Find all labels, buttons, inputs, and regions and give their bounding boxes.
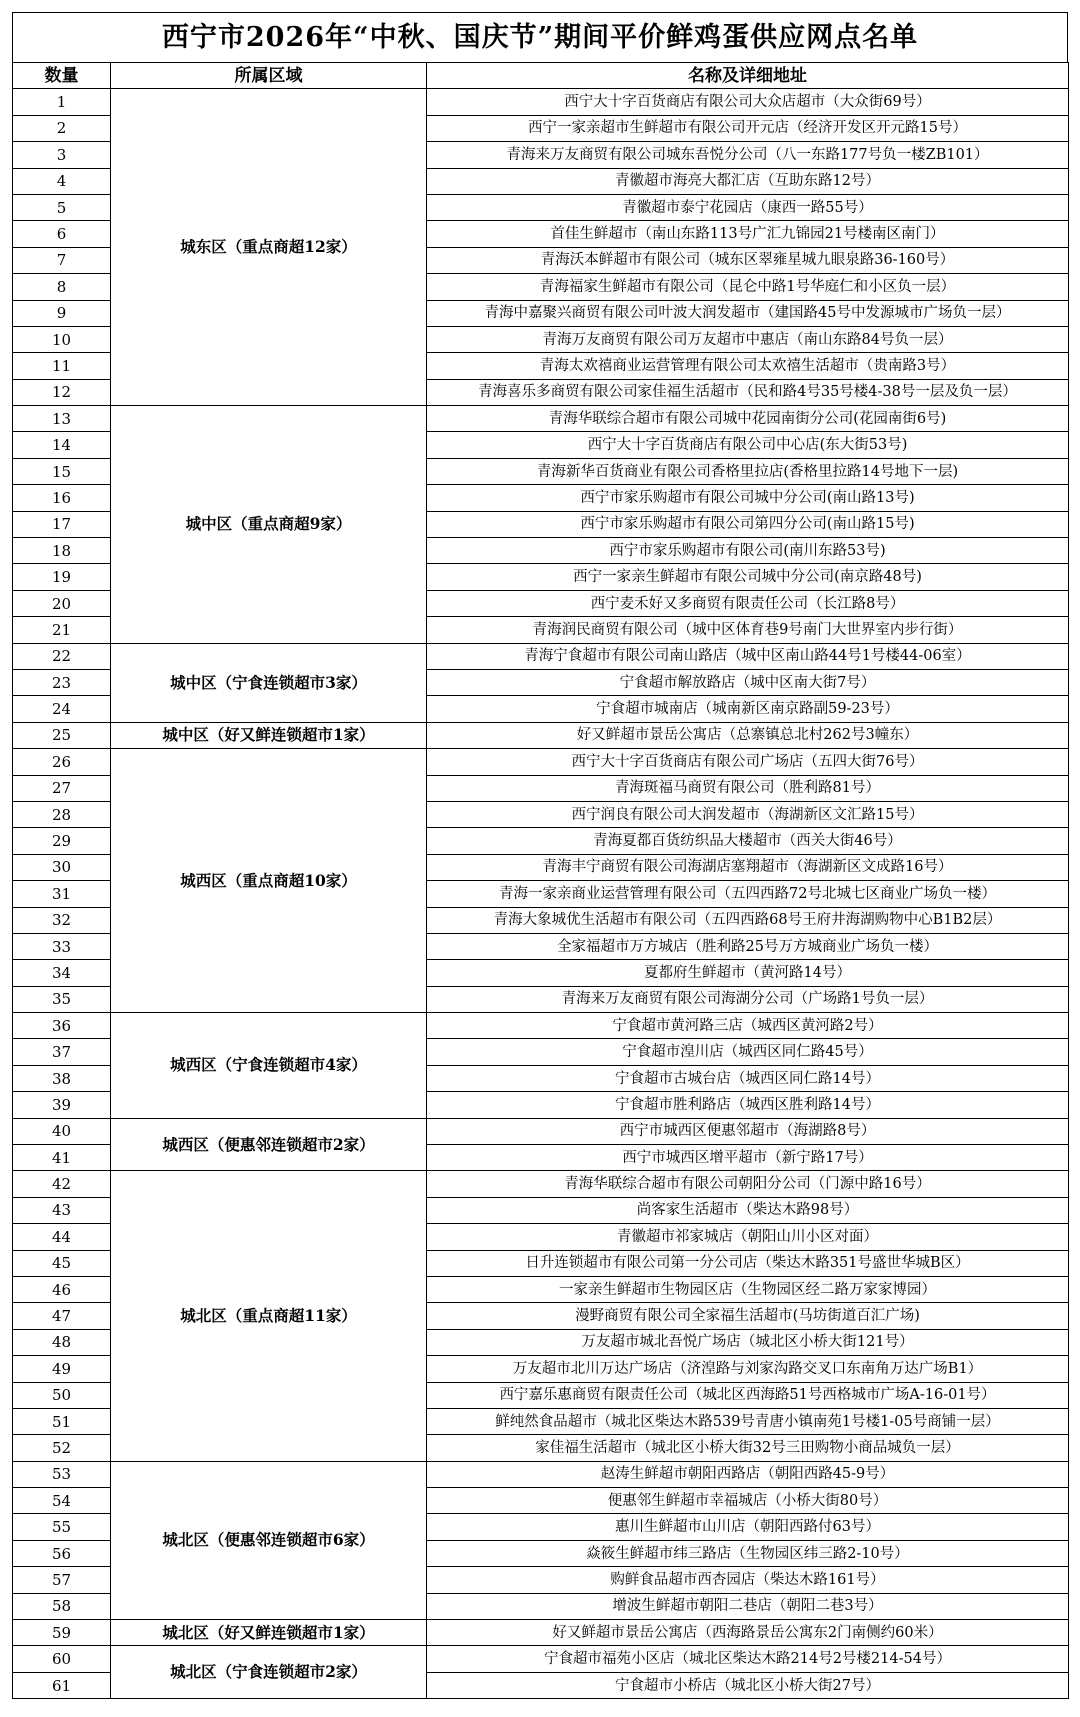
row-number: 47 — [13, 1303, 111, 1329]
row-number: 49 — [13, 1356, 111, 1382]
outlet-name-address: 万友超市城北吾悦广场店（城北区小桥大街121号） — [427, 1329, 1069, 1355]
outlet-name-address: 西宁嘉乐惠商贸有限责任公司（城北区西海路51号西格城市广场A-16-01号） — [427, 1382, 1069, 1408]
row-number: 11 — [13, 353, 111, 379]
outlet-name-address: 漫野商贸有限公司全家福生活超市(马坊街道百汇广场) — [427, 1303, 1069, 1329]
region-cell: 城北区（便惠邻连锁超市6家） — [111, 1461, 427, 1619]
row-number: 22 — [13, 643, 111, 669]
row-number: 32 — [13, 907, 111, 933]
region-cell: 城中区（宁食连锁超市3家） — [111, 643, 427, 722]
outlet-name-address: 西宁麦禾好又多商贸有限责任公司（长江路8号） — [427, 590, 1069, 616]
outlet-name-address: 青海中嘉聚兴商贸有限公司叶波大润发超市（建国路45号中发源城市广场负一层） — [427, 300, 1069, 326]
outlet-name-address: 宁食超市小桥店（城北区小桥大街27号） — [427, 1672, 1069, 1698]
outlet-name-address: 西宁润良有限公司大润发超市（海湖新区文汇路15号） — [427, 801, 1069, 827]
outlet-name-address: 青海喜乐多商贸有限公司家佳福生活超市（民和路4号35号楼4-38号一层及负一层） — [427, 379, 1069, 405]
outlet-name-address: 家佳福生活超市（城北区小桥大街32号三田购物小商品城负一层） — [427, 1435, 1069, 1461]
outlet-name-address: 日升连锁超市有限公司第一分公司店（柴达木路351号盛世华城B区） — [427, 1250, 1069, 1276]
row-number: 55 — [13, 1514, 111, 1540]
outlet-name-address: 青海福家生鲜超市有限公司（昆仑中路1号华庭仁和小区负一层） — [427, 274, 1069, 300]
outlet-name-address: 宁食超市湟川店（城西区同仁路45号） — [427, 1039, 1069, 1065]
row-number: 41 — [13, 1145, 111, 1171]
table-row — [13, 643, 1069, 669]
outlet-name-address: 青海沃本鲜超市有限公司（城东区翠雍星城九眼泉路36-160号） — [427, 247, 1069, 273]
region-cell: 城西区（重点商超10家） — [111, 749, 427, 1013]
outlet-name-address: 青徽超市泰宁花园店（康西一路55号） — [427, 194, 1069, 220]
outlet-name-address: 宁食超市胜利路店（城西区胜利路14号） — [427, 1092, 1069, 1118]
outlet-name-address: 青海斑福马商贸有限公司（胜利路81号） — [427, 775, 1069, 801]
table-row — [13, 406, 1069, 432]
row-number: 46 — [13, 1276, 111, 1302]
table-row — [13, 1013, 1069, 1039]
row-number: 56 — [13, 1540, 111, 1566]
row-number: 20 — [13, 590, 111, 616]
row-number: 37 — [13, 1039, 111, 1065]
outlet-name-address: 西宁市城西区增平超市（新宁路17号） — [427, 1145, 1069, 1171]
row-number: 51 — [13, 1408, 111, 1434]
outlet-name-address: 万友超市北川万达广场店（济湟路与刘家沟路交叉口东南角万达广场B1） — [427, 1356, 1069, 1382]
row-number: 5 — [13, 194, 111, 220]
region-cell: 城中区（重点商超9家） — [111, 406, 427, 644]
row-number: 10 — [13, 326, 111, 352]
row-number: 34 — [13, 960, 111, 986]
table-row — [13, 1620, 1069, 1646]
table-body — [13, 89, 1069, 1699]
row-number: 7 — [13, 247, 111, 273]
outlet-name-address: 青海宁食超市有限公司南山路店（城中区南山路44号1号楼44-06室） — [427, 643, 1069, 669]
outlet-name-address: 青海华联综合超市有限公司朝阳分公司（门源中路16号） — [427, 1171, 1069, 1197]
table-row — [13, 1646, 1069, 1672]
outlet-name-address: 西宁市家乐购超市有限公司(南川东路53号) — [427, 538, 1069, 564]
outlet-list-sheet — [12, 12, 1068, 1699]
outlet-name-address: 好又鲜超市景岳公寓店（西海路景岳公寓东2门南侧约60米） — [427, 1620, 1069, 1646]
row-number: 36 — [13, 1013, 111, 1039]
outlet-name-address: 青海润民商贸有限公司（城中区体育巷9号南门大世界室内步行街） — [427, 617, 1069, 643]
outlet-name-address: 购鲜食品超市西杏园店（柴达木路161号） — [427, 1567, 1069, 1593]
outlet-name-address: 西宁一家亲生鲜超市有限公司城中分公司(南京路48号) — [427, 564, 1069, 590]
row-number: 33 — [13, 933, 111, 959]
row-number: 52 — [13, 1435, 111, 1461]
outlet-name-address: 青徽超市海亮大都汇店（互助东路12号） — [427, 168, 1069, 194]
outlet-name-address: 青海太欢禧商业运营管理有限公司太欢禧生活超市（贵南路3号） — [427, 353, 1069, 379]
row-number: 16 — [13, 485, 111, 511]
row-number: 30 — [13, 854, 111, 880]
row-number: 50 — [13, 1382, 111, 1408]
table-header-row — [13, 63, 1069, 89]
region-cell: 城东区（重点商超12家） — [111, 89, 427, 406]
row-number: 17 — [13, 511, 111, 537]
row-number: 1 — [13, 89, 111, 115]
outlet-name-address: 青海来万友商贸有限公司海湖分公司（广场路1号负一层） — [427, 986, 1069, 1012]
outlet-name-address: 青海丰宁商贸有限公司海湖店塞翔超市（海湖新区文成路16号） — [427, 854, 1069, 880]
outlet-name-address: 青海万友商贸有限公司万友超市中惠店（南山东路84号负一层） — [427, 326, 1069, 352]
table-row — [13, 749, 1069, 775]
region-cell: 城北区（好又鲜连锁超市1家） — [111, 1620, 427, 1646]
outlet-name-address: 便惠邻生鲜超市幸福城店（小桥大街80号） — [427, 1488, 1069, 1514]
region-cell: 城西区（宁食连锁超市4家） — [111, 1013, 427, 1119]
outlet-name-address: 尚客家生活超市（柴达木路98号） — [427, 1197, 1069, 1223]
outlet-table — [12, 62, 1069, 1699]
outlet-name-address: 西宁市家乐购超市有限公司城中分公司(南山路13号) — [427, 485, 1069, 511]
outlet-name-address: 宁食超市古城台店（城西区同仁路14号） — [427, 1065, 1069, 1091]
outlet-name-address: 宁食超市城南店（城南新区南京路副59-23号） — [427, 696, 1069, 722]
outlet-name-address: 西宁市家乐购超市有限公司第四分公司(南山路15号) — [427, 511, 1069, 537]
row-number: 31 — [13, 881, 111, 907]
outlet-name-address: 鲜纯然食品超市（城北区柴达木路539号青唐小镇南苑1号楼1-05号商铺一层） — [427, 1408, 1069, 1434]
row-number: 24 — [13, 696, 111, 722]
row-number: 14 — [13, 432, 111, 458]
row-number: 21 — [13, 617, 111, 643]
row-number: 61 — [13, 1672, 111, 1698]
table-row — [13, 1118, 1069, 1144]
outlet-name-address: 好又鲜超市景岳公寓店（总寨镇总北村262号3幢东） — [427, 722, 1069, 748]
region-cell: 城北区（重点商超11家） — [111, 1171, 427, 1461]
row-number: 6 — [13, 221, 111, 247]
row-number: 28 — [13, 801, 111, 827]
outlet-name-address: 西宁大十字百货商店有限公司广场店（五四大街76号） — [427, 749, 1069, 775]
outlet-name-address: 焱筱生鲜超市纬三路店（生物园区纬三路2-10号） — [427, 1540, 1069, 1566]
region-cell: 城北区（宁食连锁超市2家） — [111, 1646, 427, 1699]
outlet-name-address: 宁食超市解放路店（城中区南大街7号） — [427, 669, 1069, 695]
header-region: 所属区域 — [111, 63, 427, 89]
outlet-name-address: 赵涛生鲜超市朝阳西路店（朝阳西路45-9号） — [427, 1461, 1069, 1487]
row-number: 58 — [13, 1593, 111, 1619]
header-count: 数量 — [13, 63, 111, 89]
row-number: 29 — [13, 828, 111, 854]
row-number: 53 — [13, 1461, 111, 1487]
outlet-name-address: 青海新华百货商业有限公司香格里拉店(香格里拉路14号地下一层) — [427, 458, 1069, 484]
outlet-name-address: 西宁大十字百货商店有限公司大众店超市（大众街69号） — [427, 89, 1069, 115]
row-number: 19 — [13, 564, 111, 590]
outlet-name-address: 夏都府生鲜超市（黄河路14号） — [427, 960, 1069, 986]
outlet-name-address: 全家福超市万方城店（胜利路25号万方城商业广场负一楼） — [427, 933, 1069, 959]
row-number: 60 — [13, 1646, 111, 1672]
outlet-name-address: 青海大象城优生活超市有限公司（五四西路68号王府井海湖购物中心B1B2层） — [427, 907, 1069, 933]
header-name-address: 名称及详细地址 — [427, 63, 1069, 89]
row-number: 43 — [13, 1197, 111, 1223]
row-number: 4 — [13, 168, 111, 194]
row-number: 38 — [13, 1065, 111, 1091]
region-cell: 城中区（好又鲜连锁超市1家） — [111, 722, 427, 748]
outlet-name-address: 宁食超市黄河路三店（城西区黄河路2号） — [427, 1013, 1069, 1039]
outlet-name-address: 青海来万友商贸有限公司城东吾悦分公司（八一东路177号负一楼ZB101） — [427, 142, 1069, 168]
row-number: 3 — [13, 142, 111, 168]
outlet-name-address: 宁食超市福苑小区店（城北区柴达木路214号2号楼214-54号） — [427, 1646, 1069, 1672]
outlet-name-address: 青海夏都百货纺织品大楼超市（西关大街46号） — [427, 828, 1069, 854]
row-number: 48 — [13, 1329, 111, 1355]
row-number: 13 — [13, 406, 111, 432]
row-number: 25 — [13, 722, 111, 748]
outlet-name-address: 西宁一家亲超市生鲜超市有限公司开元店（经济开发区开元路15号） — [427, 115, 1069, 141]
row-number: 57 — [13, 1567, 111, 1593]
row-number: 26 — [13, 749, 111, 775]
row-number: 15 — [13, 458, 111, 484]
row-number: 42 — [13, 1171, 111, 1197]
page-title: 西宁市2026年“中秋、国庆节”期间平价鲜鸡蛋供应网点名单 — [12, 12, 1068, 62]
row-number: 44 — [13, 1224, 111, 1250]
outlet-name-address: 惠川生鲜超市山川店（朝阳西路付63号） — [427, 1514, 1069, 1540]
row-number: 27 — [13, 775, 111, 801]
table-row — [13, 89, 1069, 115]
row-number: 59 — [13, 1620, 111, 1646]
row-number: 40 — [13, 1118, 111, 1144]
outlet-name-address: 青徽超市祁家城店（朝阳山川小区对面） — [427, 1224, 1069, 1250]
outlet-name-address: 青海华联综合超市有限公司城中花园南街分公司(花园南街6号) — [427, 406, 1069, 432]
table-row — [13, 1461, 1069, 1487]
row-number: 9 — [13, 300, 111, 326]
region-cell: 城西区（便惠邻连锁超市2家） — [111, 1118, 427, 1171]
outlet-name-address: 首佳生鲜超市（南山东路113号广汇九锦园21号楼南区南门） — [427, 221, 1069, 247]
row-number: 2 — [13, 115, 111, 141]
row-number: 35 — [13, 986, 111, 1012]
outlet-name-address: 青海一家亲商业运营管理有限公司（五四西路72号北城七区商业广场负一楼） — [427, 881, 1069, 907]
row-number: 54 — [13, 1488, 111, 1514]
outlet-name-address: 西宁市城西区便惠邻超市（海湖路8号） — [427, 1118, 1069, 1144]
row-number: 23 — [13, 669, 111, 695]
table-row — [13, 1171, 1069, 1197]
row-number: 18 — [13, 538, 111, 564]
table-row — [13, 722, 1069, 748]
outlet-name-address: 一家亲生鲜超市生物园区店（生物园区经二路万家家博园） — [427, 1276, 1069, 1302]
row-number: 39 — [13, 1092, 111, 1118]
outlet-name-address: 西宁大十字百货商店有限公司中心店(东大街53号) — [427, 432, 1069, 458]
row-number: 12 — [13, 379, 111, 405]
outlet-name-address: 增波生鲜超市朝阳二巷店（朝阳二巷3号） — [427, 1593, 1069, 1619]
row-number: 8 — [13, 274, 111, 300]
row-number: 45 — [13, 1250, 111, 1276]
